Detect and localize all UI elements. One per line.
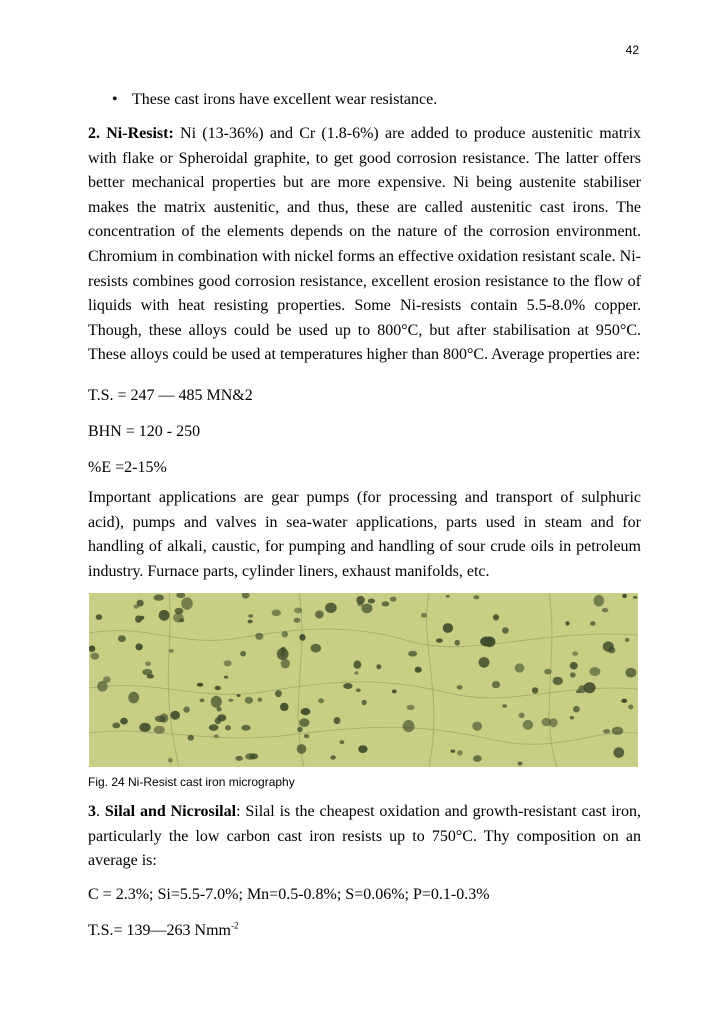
graphite-nodule — [188, 735, 194, 741]
graphite-nodule — [96, 614, 103, 620]
graphite-nodule — [628, 705, 633, 710]
micrograph-graphic — [89, 593, 638, 767]
graphite-nodule — [214, 735, 219, 738]
property-ts: T.S. = 247 — 485 MN&2 — [88, 387, 253, 404]
graphite-nodule — [183, 706, 189, 712]
graphite-nodule — [128, 692, 139, 704]
graphite-nodule — [272, 610, 281, 617]
graphite-nodule — [315, 611, 324, 619]
graphite-nodule — [515, 663, 525, 672]
graphite-nodule — [473, 595, 479, 599]
graphite-nodule — [154, 726, 165, 734]
graphite-nodule — [242, 593, 250, 599]
graphite-nodule — [451, 750, 456, 753]
graphite-nodule — [532, 687, 538, 693]
graphite-nodule — [502, 627, 509, 633]
graphite-nodule — [493, 614, 499, 620]
graphite-nodule — [340, 740, 345, 744]
graphite-nodule — [622, 594, 627, 598]
graphite-nodule — [91, 653, 100, 660]
graphite-nodule — [492, 681, 500, 688]
graphite-nodule — [304, 734, 309, 738]
graphite-nodule — [621, 699, 627, 703]
graphite-nodule — [299, 718, 309, 727]
graphite-nodule — [392, 689, 397, 693]
graphite-nodule — [603, 641, 614, 651]
graphite-nodule — [519, 713, 525, 719]
graphite-nodule — [502, 704, 507, 708]
section-3-title: Silal and Nicrosilal — [104, 803, 237, 820]
graphite-nodule — [553, 677, 563, 685]
graphite-nodule — [181, 597, 193, 609]
graphite-nodule — [446, 595, 450, 598]
graphite-nodule — [134, 605, 139, 609]
bullet-text: These cast irons have excellent wear resistance. — [132, 91, 438, 108]
graphite-nodule — [613, 747, 624, 758]
graphite-nodule — [200, 699, 205, 703]
graphite-nodule — [355, 671, 359, 675]
graphite-nodule — [240, 651, 246, 657]
graphite-nodule — [472, 722, 482, 731]
graphite-nodule — [281, 659, 290, 669]
graphite-nodule — [573, 706, 580, 713]
graphite-nodule — [354, 661, 362, 669]
graphite-nodule — [215, 686, 222, 690]
graphite-nodule — [301, 708, 311, 715]
graphite-nodule — [455, 640, 460, 646]
graphite-nodule — [356, 596, 365, 604]
graphite-nodule — [294, 608, 302, 614]
graphite-nodule — [603, 729, 610, 734]
graphite-nodule — [169, 649, 174, 653]
graphite-nodule — [578, 685, 586, 693]
graphite-nodule — [248, 614, 253, 617]
graphite-nodule — [368, 599, 375, 604]
graphite-nodule — [376, 664, 381, 669]
graphite-nodule — [145, 662, 151, 667]
section-2-body: Ni (13-36%) and Cr (1.8-6%) are added to produce austenitic matrix with flake or Spheroidal graphite, to get good corrosion resistance. The latter offers better mechanical properties but are more expensive. Ni being austenite stabiliser makes the matrix austenitic, and thus, these are called austenitic cast irons. The concentration of the elements depends on the nature of the corrosion environment. Chromium in combination with nickel forms an effective oxidation resistant scale. Ni-resists combines good corrosion resistance, excellent erosion resistance to the flow of liquids with heat resisting properties. Some Ni-resists contain 5.5-8.0% copper. Though, these alloys could be used up to 800°C, but after stabilisation at 950°C. These alloys could be used at temperatures higher than 800°C. Average properties are: — [88, 125, 642, 364]
ts2-line — [88, 921, 238, 941]
graphite-nodule — [625, 668, 636, 678]
graphite-nodule — [356, 689, 361, 693]
graphite-nodule — [408, 651, 417, 657]
section-3-number: 3 — [88, 803, 96, 820]
graphite-nodule — [280, 703, 289, 711]
graphite-nodule — [318, 698, 324, 703]
graphite-nodule — [140, 616, 144, 620]
graphite-nodule — [224, 676, 229, 679]
page-number: 42 — [625, 43, 639, 57]
graphite-nodule — [612, 727, 623, 735]
graphite-nodule — [590, 621, 595, 626]
graphite-nodule — [224, 660, 232, 666]
graphite-nodule — [217, 714, 226, 721]
graphite-nodule — [436, 638, 443, 642]
section-3-body: : Silal is the cheapest oxidation and growth-resistant cast iron, particularly the low carbon cast iron resists up to 750°C. Thy composition on an average is: — [88, 803, 641, 870]
graphite-nodule — [135, 643, 142, 650]
graphite-nodule — [443, 623, 453, 633]
graphite-nodule — [209, 724, 219, 731]
ts2-superscript: -2 — [230, 920, 239, 931]
ts2-text: T.S.= 139—263 Nmm — [88, 922, 231, 939]
graphite-nodule — [245, 753, 255, 760]
graphite-nodule — [343, 683, 352, 689]
graphite-nodule — [358, 745, 367, 753]
graphite-nodule — [118, 635, 126, 642]
graphite-nodule — [523, 720, 533, 730]
graphite-nodule — [275, 690, 282, 697]
graphite-nodule — [403, 720, 415, 732]
graphite-nodule — [479, 657, 490, 668]
graphite-nodule — [160, 713, 169, 722]
graphite-nodule — [197, 683, 204, 687]
graphite-nodule — [112, 723, 120, 729]
graphite-nodule — [362, 604, 373, 614]
graphite-nodule — [570, 672, 576, 677]
graphite-nodule — [457, 750, 462, 755]
graphite-nodule — [473, 755, 482, 762]
graphite-nodule — [311, 644, 322, 653]
graphite-nodule — [139, 723, 150, 732]
graphite-nodule — [566, 621, 570, 625]
graphite-nodule — [334, 717, 341, 724]
graphite-nodule — [625, 638, 629, 642]
applications-paragraph: Important applications are gear pumps (for processing and transport of sulphuric acid), pumps and valves in sea-water applications, parts used in steam and for handling of alkali, caustic, for pumping and handling of sour crude oils in petroleum industry. Furnace parts, cylinder liners, exhaust manifolds, etc. — [88, 489, 641, 580]
graphite-nodule — [241, 725, 250, 731]
graphite-nodule — [362, 700, 367, 705]
graphite-nodule — [325, 603, 337, 613]
graphite-nodule — [237, 694, 241, 697]
graphite-nodule — [225, 725, 231, 730]
graphite-nodule — [570, 662, 578, 670]
graphite-nodules — [89, 593, 637, 766]
graphite-nodule — [255, 633, 263, 640]
graphite-nodule — [421, 613, 427, 618]
graphite-nodule — [633, 596, 637, 599]
graphite-nodule — [248, 620, 253, 624]
graphite-nodule — [544, 669, 552, 675]
graphite-nodule — [173, 613, 184, 623]
graphite-nodule — [572, 651, 578, 655]
bullet-icon: • — [112, 91, 118, 108]
graphite-nodule — [170, 711, 180, 720]
graphite-nodule — [297, 744, 307, 754]
composition-line: C = 2.3%; Si=5.5-7.0%; Mn=0.5-0.8%; S=0.06%; P=0.1-0.3% — [88, 886, 490, 903]
graphite-nodule — [330, 755, 336, 759]
graphite-nodule — [297, 727, 302, 732]
section-2-paragraph — [88, 122, 641, 368]
graphite-nodule — [245, 697, 253, 704]
graphite-nodule — [258, 698, 263, 702]
graphite-nodule — [142, 669, 152, 675]
section-2-heading: 2. Ni-Resist: — [88, 125, 174, 142]
graphite-nodule — [159, 610, 170, 621]
graphite-nodule — [282, 631, 288, 637]
graphite-nodule — [589, 667, 600, 676]
property-elongation: %E =2-15% — [88, 459, 167, 476]
graphite-nodule — [457, 685, 463, 689]
graphite-nodule — [594, 595, 605, 607]
graphite-nodule — [299, 634, 305, 641]
graphite-nodule — [154, 594, 164, 600]
graphite-nodule — [211, 696, 222, 708]
graphite-nodule — [570, 716, 574, 719]
graphite-nodule — [542, 718, 551, 727]
graphite-nodule — [415, 667, 422, 673]
property-bhn: BHN = 120 - 250 — [88, 423, 201, 440]
graphite-nodule — [277, 648, 289, 660]
graphite-nodule — [235, 756, 243, 761]
graphite-nodule — [480, 637, 492, 647]
graphite-nodule — [103, 676, 111, 683]
graphite-nodule — [390, 597, 397, 602]
graphite-nodule — [602, 608, 609, 612]
bullet-item — [112, 90, 437, 110]
micrograph-image — [89, 593, 638, 767]
graphite-nodule — [228, 699, 233, 702]
graphite-nodule — [120, 718, 128, 725]
graphite-nodule — [518, 761, 523, 765]
section-3-paragraph: 3. Silal and Nicrosilal: Silal is the cheapest oxidation and growth-resistant cast iron, particularly the low carbon cast iron resists up to 750°C. Thy composition on an average is: — [88, 803, 641, 870]
graphite-nodule — [407, 705, 415, 710]
graphite-nodule — [382, 601, 390, 606]
graphite-nodule — [89, 645, 95, 652]
graphite-nodule — [168, 758, 173, 763]
figure-caption: Fig. 24 Ni-Resist cast iron micrography — [88, 775, 295, 789]
graphite-nodule — [176, 593, 185, 598]
graphite-nodule — [294, 618, 301, 623]
